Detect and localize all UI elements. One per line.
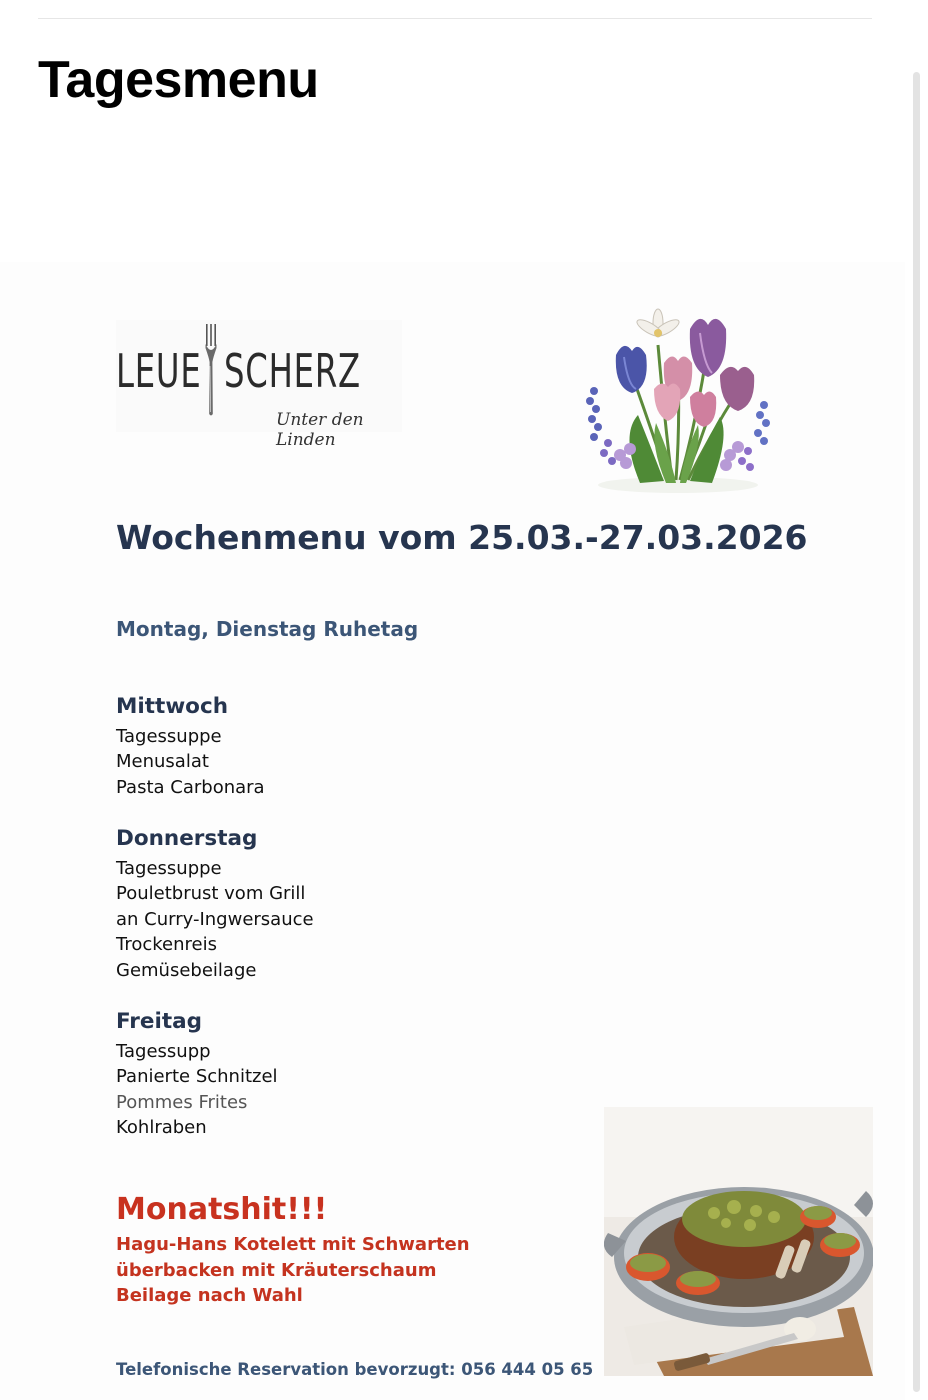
menu-item: Gemüsebeilage — [116, 959, 257, 981]
menu-item: Menusalat — [116, 751, 209, 773]
menu-item: Tagessuppe — [116, 858, 222, 879]
menu-item: Tagessuppe — [116, 726, 222, 747]
monthly-special-title: Monatshit!!! — [116, 1192, 328, 1227]
day-heading: Freitag — [116, 1009, 203, 1034]
logo-subtitle: Unter den Linden — [276, 410, 364, 450]
special-item: Hagu-Hans Kotelett mit Schwarten — [116, 1234, 470, 1255]
day-heading: Donnerstag — [116, 826, 258, 851]
monthly-special — [116, 1192, 470, 1309]
day-block-mittwoch — [116, 693, 265, 800]
logo-word-right: SCHERZ — [224, 344, 361, 398]
menu-item: Pommes Frites — [116, 1091, 248, 1113]
day-block-donnerstag — [116, 825, 314, 983]
scrollbar[interactable] — [913, 72, 920, 1392]
restaurant-logo — [116, 320, 402, 450]
day-heading: Mittwoch — [116, 694, 229, 719]
top-divider — [38, 18, 872, 19]
page-title: Tagesmenu — [38, 51, 319, 109]
special-item: überbacken mit Kräuterschaum — [116, 1259, 437, 1281]
special-item: Beilage nach Wahl — [116, 1285, 303, 1307]
closed-days-note: Montag, Dienstag Ruhetag — [116, 617, 419, 641]
fork-icon — [202, 322, 220, 418]
menu-item: Trockenreis — [116, 934, 217, 956]
tulip-bouquet-illustration — [580, 305, 776, 495]
menu-item: an Curry-Ingwersauce — [116, 908, 314, 930]
week-title: Wochenmenu vom 25.03.-27.03.2026 — [116, 518, 808, 557]
menu-item: Panierte Schnitzel — [116, 1066, 278, 1088]
logo-word-left: LEUE — [116, 344, 202, 398]
menu-item: Tagessupp — [116, 1041, 211, 1062]
menu-item: Pouletbrust vom Grill — [116, 883, 306, 905]
menu-item: Pasta Carbonara — [116, 776, 265, 798]
menu-item: Kohlraben — [116, 1117, 207, 1139]
reservation-phone: Telefonische Reservation bevorzugt: 056 444 05 65 — [116, 1360, 594, 1379]
roast-in-pan-photo — [604, 1107, 873, 1376]
day-block-freitag — [116, 1008, 278, 1141]
